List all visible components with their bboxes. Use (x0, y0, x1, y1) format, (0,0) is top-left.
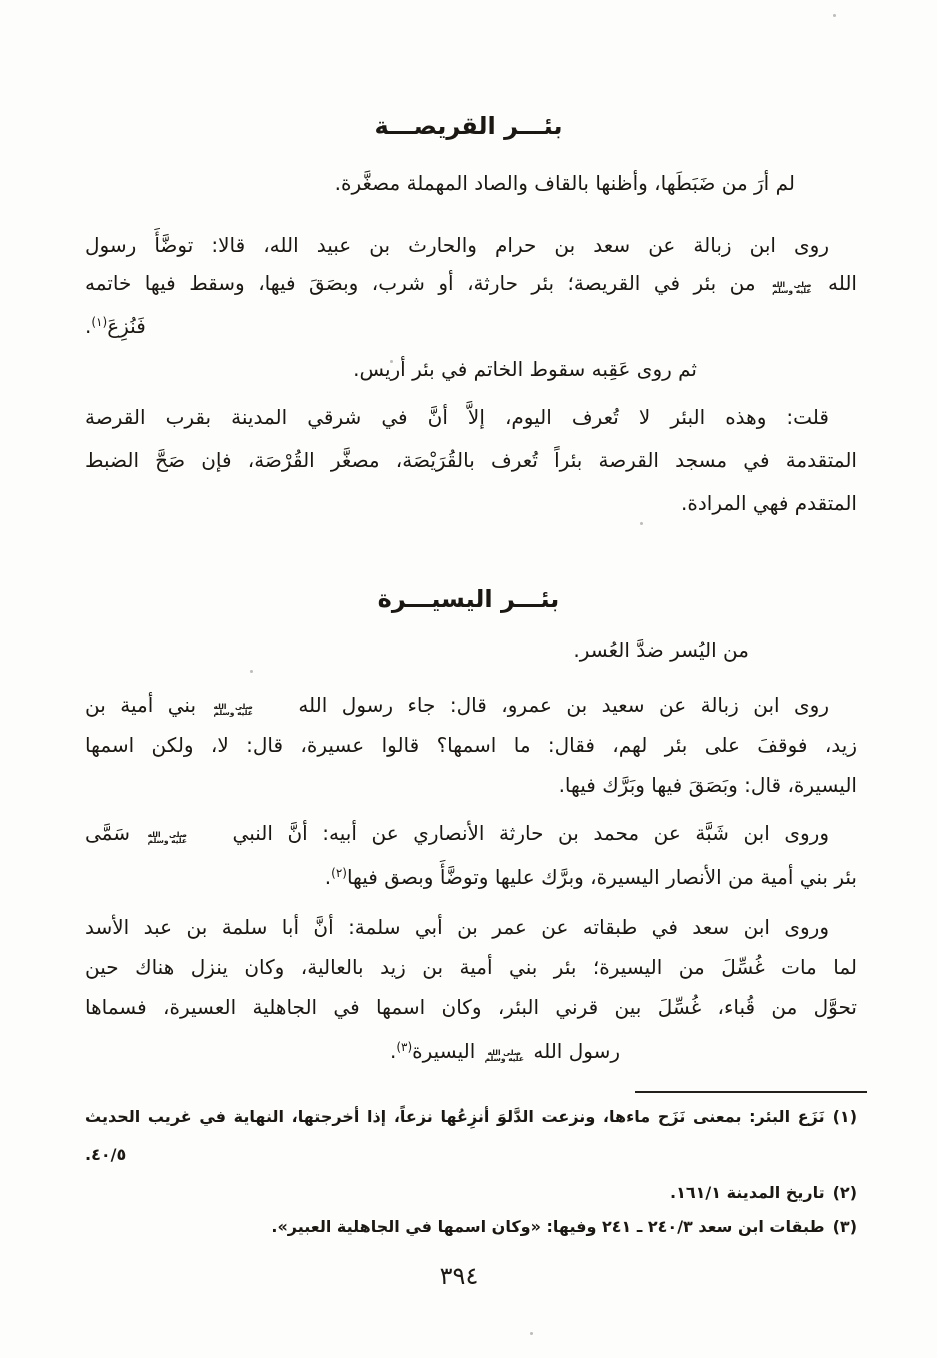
body-text: فَنُزِعَ (107, 314, 146, 338)
saw-bottom: عليه وسلم (213, 708, 253, 717)
body-text: . (324, 865, 332, 889)
body-line: قلت: وهذه البئر لا تُعرف اليوم، إلاَّ أنَّ في شرقي المدينة بقرب القرصة (85, 405, 829, 429)
scan-speck (530, 1332, 533, 1335)
body-text: من بئر في القريصة؛ بئر حارثة، أو شرب، وبصَقَ فيها، وسقط فيها خاتمه (85, 271, 770, 295)
salla-allahu-alayhi-wasallam-symbol (147, 829, 215, 845)
footnote (85, 1178, 857, 1208)
body-line (85, 856, 857, 894)
saw-top: صلى الله (147, 829, 187, 839)
page-number: ٣٩٤ (439, 1262, 479, 1290)
body-text: بئر بني أمية من الأنصار اليسيرة، وبرَّك عليها وتوضَّأَ وبصق فيها (346, 865, 857, 889)
section-title-bir-alquraysah: بئـــر القريصـــة (374, 112, 563, 140)
footnote-text: طبقات ابن سعد ٢٤٠/٣ ـ ٢٤١ وفيها: «وكان اسمها في الجاهلية العبير». (271, 1217, 825, 1236)
body-text: روى ابن زبالة عن سعيد بن عمرو، قال: جاء رسول الله (283, 693, 829, 717)
scan-speck (833, 14, 836, 17)
body-line: وروى ابن سعد في طبقاته عن عمر بن أبي سلمة: أنَّ أبا سلمة بن عبد الأسد (85, 915, 829, 939)
body-line (85, 266, 857, 300)
salla-allahu-alayhi-wasallam-symbol (213, 701, 280, 717)
footnote-divider (635, 1091, 867, 1093)
body-line (85, 688, 857, 722)
scan-speck (640, 522, 643, 525)
body-text: الله (814, 271, 857, 295)
body-line: روى ابن زبالة عن سعد بن حرام والحارث بن عبيد الله، قالا: توضَّأَ رسول (85, 233, 829, 257)
saw-bottom: عليه وسلم (147, 836, 187, 845)
body-text: . (85, 314, 92, 338)
footnote (85, 1102, 857, 1132)
salla-allahu-alayhi-wasallam-symbol (484, 1047, 524, 1063)
body-text: رسول الله (527, 1039, 620, 1063)
footnote-ref-2: (٢) (331, 866, 347, 880)
body-line: ثم روى عَقِبه سقوط الخاتم في بئر أريس. (353, 357, 697, 381)
body-line: تحوَّل من قُباء، غُسِّلَ بين قرني البئر، وكان اسمها في الجاهلية العسيرة، فسماها (85, 995, 857, 1019)
body-text: اليسيرة (412, 1039, 482, 1063)
body-line (85, 816, 857, 850)
footnote-text: نَزَع البئر: بمعنى نَزَح ماءها، ونزعت الدَّلوَ أنزِعُها نزعاً، إذا أخرجتها، النهاية في غريب الحديث (85, 1107, 825, 1126)
saw-bottom: عليه وسلم (772, 286, 812, 295)
body-line (85, 1030, 857, 1068)
body-text: وروى ابن شَبَّة عن محمد بن حارثة الأنصاري عن أبيه: أنَّ النبي (217, 821, 829, 845)
footnote-text: تاريخ المدينة ١٦١/١. (670, 1183, 825, 1202)
footnote-marker: (١) (832, 1107, 857, 1126)
body-line: زيد، فوقفَ على بئر لهم، فقال: ما اسمها؟ قالوا عسيرة، قال: لا، ولكن اسمها (85, 733, 857, 757)
body-text: . (389, 1039, 397, 1063)
footnote-continuation: ٤٠/٥. (85, 1145, 127, 1164)
scan-speck (390, 360, 393, 363)
footnote-marker: (٣) (832, 1217, 857, 1236)
body-text: بني أمية بن (85, 693, 211, 717)
saw-top: صلى الله (772, 279, 812, 289)
body-line (85, 305, 857, 343)
scan-speck (250, 670, 253, 673)
body-text: سَمَّى (85, 821, 145, 845)
body-line: لما مات غُسِّلَ من اليسيرة؛ بئر بني أمية بن زيد بالعالية، وكان ينزل هناك حين (85, 955, 857, 979)
saw-top: صلى الله (487, 1047, 522, 1057)
footnote-marker: (٢) (832, 1183, 857, 1202)
body-line: المتقدمة في مسجد القرصة بئراً تُعرف بالقُرَيْصَة، مصغَّر القُرْصَة، فإن صَحَّ الضبط (85, 448, 857, 472)
footnote-ref-3: (٣) (396, 1040, 413, 1054)
footnote (85, 1212, 857, 1242)
section-title-bir-alyusayrah: بئـــر اليسيـــرة (377, 585, 560, 613)
saw-top: صلى الله (213, 701, 253, 711)
body-line: المتقدم فهي المرادة. (681, 491, 857, 515)
saw-bottom: عليه وسلم (484, 1054, 524, 1063)
body-line: اليسيرة، قال: وبَصَقَ فيها وبَرَّك فيها. (558, 773, 857, 797)
salla-allahu-alayhi-wasallam-symbol (772, 279, 812, 295)
body-line: من اليُسر ضدَّ العُسر. (573, 638, 749, 662)
footnote-ref-1: (١) (91, 315, 108, 329)
body-line: لم أرَ من ضَبَطَها، وأظنها بالقاف والصاد المهملة مصغَّرة. (334, 171, 795, 195)
